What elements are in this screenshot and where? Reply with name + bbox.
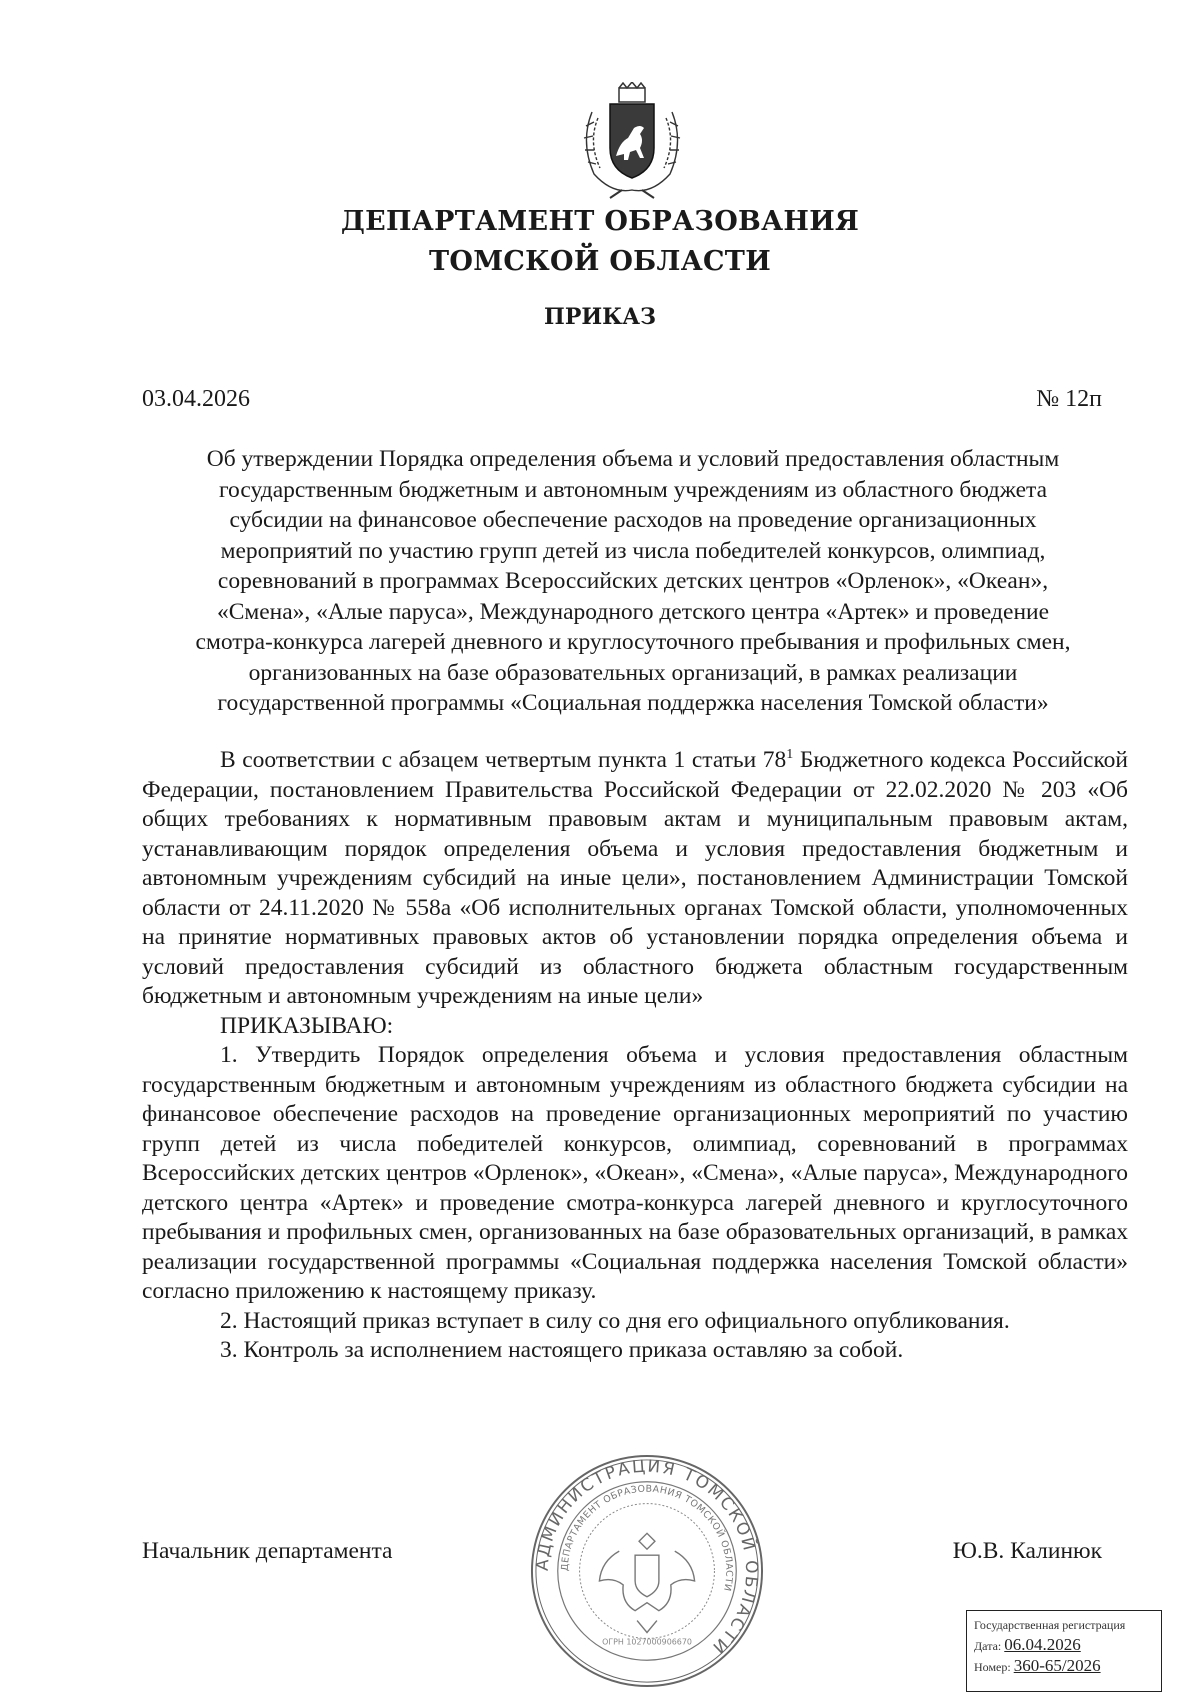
subject-line: смотра-конкурса лагерей дневного и круглосуточного пребывания и профильных смен, — [195, 629, 1071, 655]
order-item-3: 3. Контроль за исполнением настоящего приказа оставляю за собой. — [220, 1337, 904, 1363]
subject-line: соревнований в программах Всероссийских детских центров «Орленок», «Океан», — [217, 568, 1049, 594]
coat-of-arms-emblem — [572, 82, 692, 200]
order-date: 03.04.2026 — [142, 386, 250, 412]
registration-title: Государственная регистрация — [974, 1618, 1126, 1632]
preamble-superscript: 1 — [786, 747, 794, 763]
registration-date-value: 06.04.2026 — [1004, 1635, 1081, 1654]
order-body — [142, 746, 1128, 1366]
document-type: ПРИКАЗ — [544, 304, 656, 330]
subject-line: Об утверждении Порядка определения объема и условий предоставления областным — [206, 446, 1060, 472]
order-subject — [140, 444, 1126, 719]
subject-line: государственным бюджетным и автономным учреждениям из областного бюджета — [218, 476, 1048, 503]
subject-line: мероприятий по участию групп детей из числа победителей конкурсов, олимпиад, — [220, 537, 1046, 564]
org-line-1: ДЕПАРТАМЕНТ ОБРАЗОВАНИЯ — [340, 206, 860, 237]
subject-line: организованных на базе образовательных организаций, в рамках реализации — [248, 659, 1018, 686]
registration-number-row — [974, 1656, 1154, 1677]
registration-date-row — [974, 1635, 1154, 1656]
svg-text:ДЕПАРТАМЕНТ ОБРАЗОВАНИЯ ТОМСКО — [560, 1484, 735, 1593]
subject-line: «Смена», «Алые паруса», Международного детского центра «Артек» и проведение — [216, 598, 1050, 625]
order-item-2: 2. Настоящий приказ вступает в силу со дня его официального опубликования. — [220, 1307, 1010, 1334]
seal-ogrn: ОГРН 1027000906670 — [602, 1637, 692, 1647]
official-seal-stamp — [528, 1452, 766, 1690]
order-number: № 12п — [1036, 386, 1102, 412]
subject-line: государственной программы «Социальная поддержка населения Томской области» — [217, 690, 1049, 716]
seal-icon — [528, 1452, 766, 1690]
preamble-text-end: Бюджетного кодекса Российской Федерации, постановлением Правительства Российской Федерации от 22.02.2020 № 203 «Об общих требованиях к нормативным правовым актам и муниципальным правовым актам, устанавливающим порядок определения объема и условия предоставления бюджетным и автономным учреждениям субсидий на иные цели», постановлением Администрации Томской области от 24.11.2020 № 558а «Об исполнительных органах Томской области, уполномоченных на принятие нормативных правовых актов об установлении порядка определения объема и условий предоставления субсидий из областного бюджета областным государственным бюджетным и автономным учреждениям на иные цели» — [142, 747, 1128, 1009]
signatory-name: Ю.В. Калинюк — [952, 1538, 1102, 1564]
seal-outer-text: АДМИНИСТРАЦИЯ ТОМСКОЙ ОБЛАСТИ — [531, 1455, 763, 1660]
preamble-paragraph — [142, 746, 1128, 1012]
subject-line: субсидии на финансовое обеспечение расходов на проведение организационных — [229, 507, 1037, 533]
preamble-text-start: В соответствии с абзацем четвертым пункта 1 статьи 78 — [220, 747, 787, 773]
order-word: ПРИКАЗЫВАЮ: — [220, 1012, 394, 1039]
tomsk-coat-of-arms-icon — [572, 82, 692, 200]
registration-stamp — [966, 1610, 1162, 1692]
order-item-1: 1. Утвердить Порядок определения объема и условия предоставления областным государственным бюджетным и автономным учреждениям из областного бюджета субсидии на финансовое обеспечение расходов на проведение организационных мероприятий по участию групп детей из числа победителей конкурсов, олимпиад, соревнований в программах Всероссийских детских центров «Орленок», «Океан», «Смена», «Алые паруса», Международного детского центра «Артек» и проведение смотра-конкурса лагерей дневного и круглосуточного пребывания и профильных смен, организованных на базе образовательных организаций, в рамках реализации государственной программы «Социальная поддержка населения Томской области» согласно приложению к настоящему приказу. — [142, 1042, 1128, 1304]
seal-inner-text: ДЕПАРТАМЕНТ ОБРАЗОВАНИЯ ТОМСКОЙ ОБЛАСТИ — [559, 1483, 735, 1593]
org-line-2: ТОМСКОЙ ОБЛАСТИ — [428, 246, 772, 277]
registration-number-label: Номер: — [974, 1660, 1011, 1674]
registration-date-label: Дата: — [974, 1639, 1002, 1653]
organization-name — [0, 202, 1200, 282]
registration-number-value: 360-65/2026 — [1013, 1656, 1101, 1675]
signatory-position: Начальник департамента — [142, 1538, 393, 1564]
